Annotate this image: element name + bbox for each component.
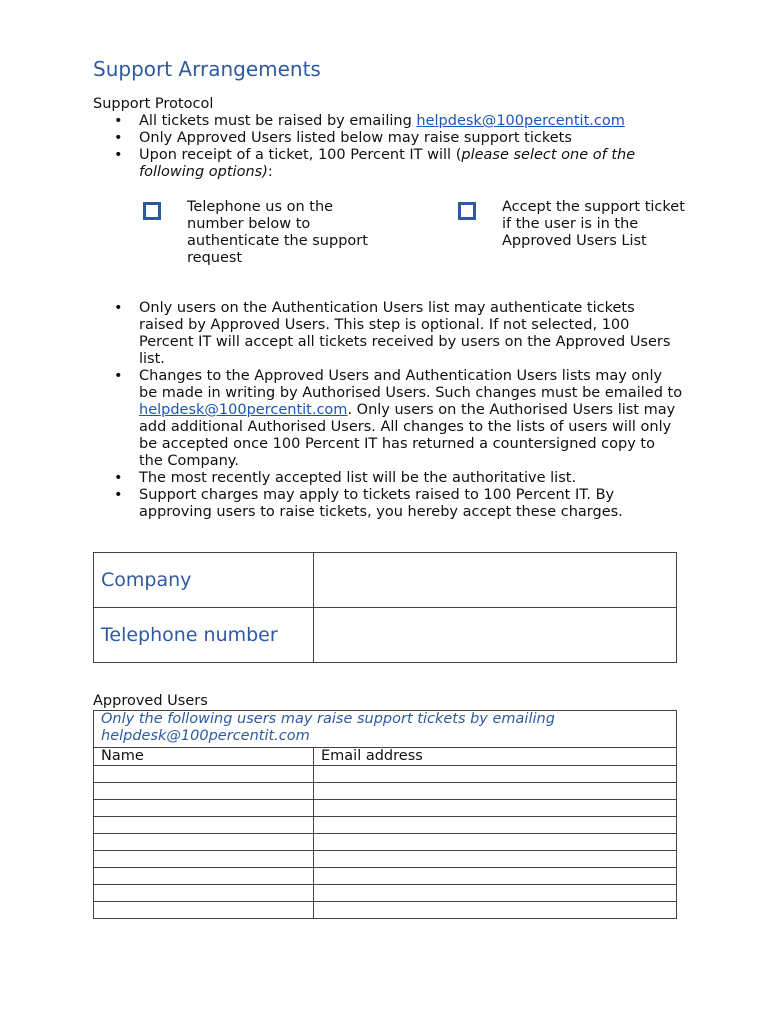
protocol-rules-list xyxy=(93,300,683,521)
bullet-item: • All tickets must be raised by emailing helpdesk@100percentit.com xyxy=(93,113,683,130)
email-cell[interactable] xyxy=(314,902,677,919)
telephone-option-checkbox[interactable] xyxy=(143,202,161,220)
bullet-item: • The most recently accepted list will be the authoritative list. xyxy=(93,470,683,487)
accept-ticket-option-checkbox[interactable] xyxy=(458,202,476,220)
table-row xyxy=(94,885,677,902)
protocol-bullet-list xyxy=(93,113,683,181)
name-cell[interactable] xyxy=(94,834,314,851)
name-cell[interactable] xyxy=(94,783,314,800)
email-cell[interactable] xyxy=(314,783,677,800)
telephone-field[interactable] xyxy=(314,608,677,663)
email-cell[interactable] xyxy=(314,885,677,902)
table-row xyxy=(94,868,677,885)
column-header-name: Name xyxy=(94,748,314,766)
table-row xyxy=(94,553,677,608)
accept-ticket-option-label: Accept the support ticket if the user is in the Approved Users List xyxy=(502,199,685,249)
name-cell[interactable] xyxy=(94,851,314,868)
helpdesk-email-link[interactable]: helpdesk@100percentit.com xyxy=(139,402,348,418)
company-label: Company xyxy=(94,553,314,608)
page-title: Support Arrangements xyxy=(93,57,321,81)
table-row xyxy=(94,783,677,800)
name-cell[interactable] xyxy=(94,902,314,919)
name-cell[interactable] xyxy=(94,885,314,902)
name-cell[interactable] xyxy=(94,817,314,834)
company-info-table xyxy=(93,552,677,663)
bullet-item: • Upon receipt of a ticket, 100 Percent IT will (please select one of the following options): xyxy=(93,147,683,181)
table-row xyxy=(94,817,677,834)
email-cell[interactable] xyxy=(314,800,677,817)
table-header-row xyxy=(94,748,677,766)
approved-users-table xyxy=(93,710,677,919)
company-field[interactable] xyxy=(314,553,677,608)
table-row xyxy=(94,902,677,919)
table-row xyxy=(94,851,677,868)
bullet-item: • Only users on the Authentication Users list may authenticate tickets raised by Approved Users. This step is optional. If not selected, 100 Percent IT will accept all tickets received by users on the Approved Users list. xyxy=(93,300,683,368)
table-row xyxy=(94,800,677,817)
telephone-option-label: Telephone us on the number below to authenticate the support request xyxy=(187,199,368,266)
email-cell[interactable] xyxy=(314,766,677,783)
bullet-item: • Changes to the Approved Users and Authentication Users lists may only be made in writing by Authorised Users. Such changes must be emailed to helpdesk@100percentit.com. Only users on the Authorised Users list may add additional Authorised Users. All changes to the lists of users will only be accepted once 100 Percent IT has returned a countersigned copy to the Company. xyxy=(93,368,683,470)
approved-users-intro: Only the following users may raise support tickets by emailing helpdesk@100percentit.com xyxy=(94,711,677,748)
table-row xyxy=(94,608,677,663)
email-cell[interactable] xyxy=(314,834,677,851)
table-row xyxy=(94,711,677,748)
approved-users-heading: Approved Users xyxy=(93,693,208,709)
email-cell[interactable] xyxy=(314,868,677,885)
table-row xyxy=(94,834,677,851)
name-cell[interactable] xyxy=(94,868,314,885)
column-header-email: Email address xyxy=(314,748,677,766)
support-protocol-heading: Support Protocol xyxy=(93,96,214,112)
table-row xyxy=(94,766,677,783)
bullet-item: • Support charges may apply to tickets raised to 100 Percent IT. By approving users to raise tickets, you hereby accept these charges. xyxy=(93,487,683,521)
email-cell[interactable] xyxy=(314,851,677,868)
name-cell[interactable] xyxy=(94,766,314,783)
helpdesk-email-link[interactable]: helpdesk@100percentit.com xyxy=(416,113,625,129)
telephone-label: Telephone number xyxy=(94,608,314,663)
name-cell[interactable] xyxy=(94,800,314,817)
email-cell[interactable] xyxy=(314,817,677,834)
bullet-item: • Only Approved Users listed below may raise support tickets xyxy=(93,130,683,147)
